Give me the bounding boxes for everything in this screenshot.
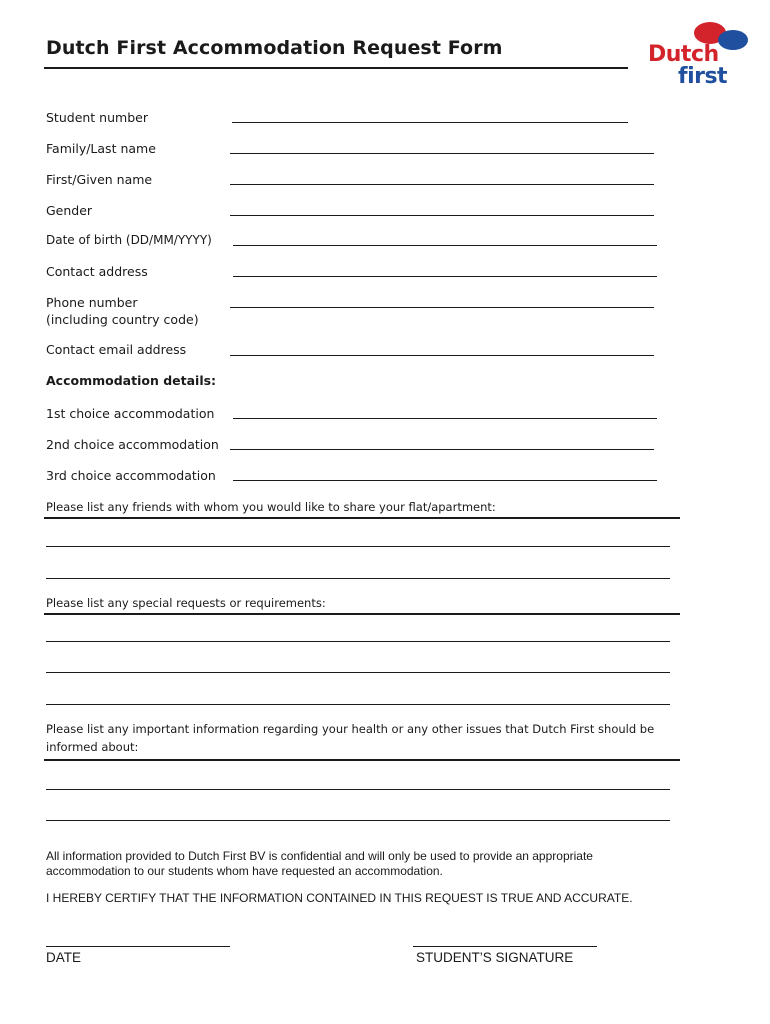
address-label: Contact address — [46, 264, 148, 279]
email-label: Contact email address — [46, 342, 187, 357]
special-requests-line-2[interactable] — [46, 672, 670, 673]
certification-statement: I HEREBY CERTIFY THAT THE INFORMATION CONTAINED IN THIS REQUEST IS TRUE AND ACCURATE. — [46, 891, 633, 905]
address-field[interactable] — [233, 276, 657, 277]
signature-field[interactable] — [413, 946, 597, 947]
friends-prompt: Please list any friends with whom you would like to share your flat/apartment: — [46, 500, 496, 514]
friends-divider — [44, 517, 680, 519]
gender-field[interactable] — [230, 215, 654, 216]
health-line-1[interactable] — [46, 789, 670, 790]
logo-text-dutch: Dutch — [648, 42, 719, 67]
title-divider — [44, 67, 628, 69]
date-label: DATE — [46, 950, 82, 965]
logo-text-first: first — [678, 64, 728, 89]
choice3-label: 3rd choice accommodation — [46, 468, 216, 483]
given-name-field[interactable] — [230, 184, 654, 185]
dob-field[interactable] — [233, 245, 657, 246]
family-name-label: Family/Last name — [46, 141, 156, 156]
dob-label: Date of birth (DD/MM/YYYY) — [46, 233, 212, 247]
friends-line-2[interactable] — [46, 578, 670, 579]
confidentiality-notice: All information provided to Dutch First BV is confidential and will only be used to provide an appropriate accommodation to our students whom have requested an accommodation. — [46, 849, 593, 878]
choice2-label: 2nd choice accommodation — [46, 437, 219, 452]
date-field[interactable] — [46, 946, 230, 947]
choice1-field[interactable] — [233, 418, 657, 419]
dutch-first-logo — [646, 20, 751, 92]
choice3-field[interactable] — [233, 480, 657, 481]
given-name-label: First/Given name — [46, 172, 153, 187]
blue-speech-bubble-icon — [718, 30, 748, 50]
signature-label: STUDENT’S SIGNATURE — [416, 950, 574, 965]
special-requests-prompt: Please list any special requests or requirements: — [46, 596, 326, 610]
accommodation-heading: Accommodation details: — [46, 373, 217, 388]
phone-field[interactable] — [230, 307, 654, 308]
family-name-field[interactable] — [230, 153, 654, 154]
health-prompt: Please list any important information regarding your health or any other issues that Dutch First should be informed about: — [46, 722, 655, 754]
phone-sublabel: (including country code) — [46, 312, 199, 327]
form-title: Dutch First Accommodation Request Form — [46, 37, 503, 59]
choice1-label: 1st choice accommodation — [46, 406, 215, 421]
special-requests-line-3[interactable] — [46, 704, 670, 705]
gender-label: Gender — [46, 203, 93, 218]
friends-line-1[interactable] — [46, 546, 670, 547]
student-number-field[interactable] — [232, 122, 628, 123]
phone-label: Phone number — [46, 295, 138, 310]
student-number-label: Student number — [46, 110, 148, 125]
health-line-2[interactable] — [46, 820, 670, 821]
email-field[interactable] — [230, 355, 654, 356]
choice2-field[interactable] — [230, 449, 654, 450]
health-divider — [44, 759, 680, 761]
special-requests-divider — [44, 613, 680, 615]
special-requests-line-1[interactable] — [46, 641, 670, 642]
